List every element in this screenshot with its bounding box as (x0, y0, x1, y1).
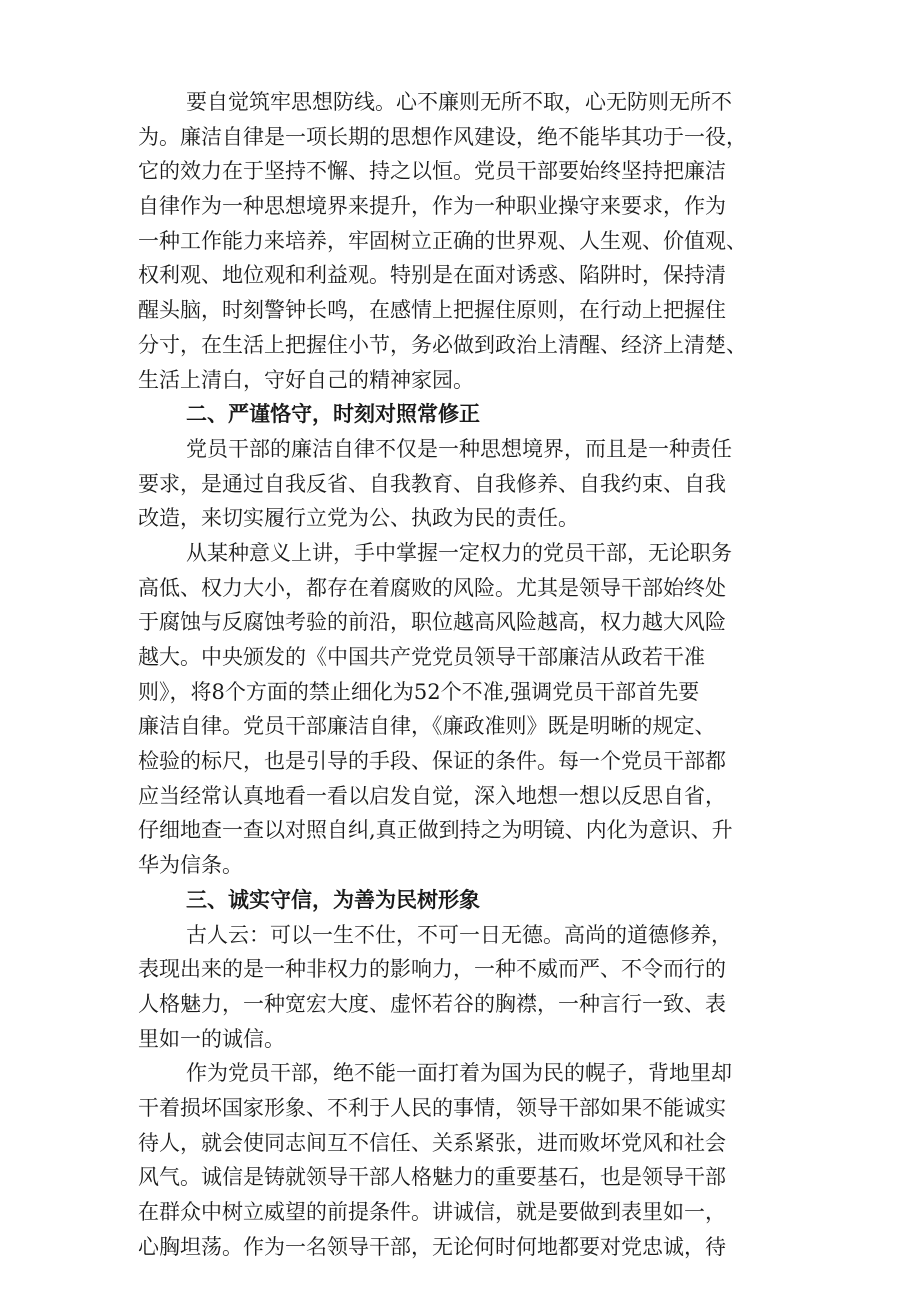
text-line: 里如一的诚信。 (138, 1026, 285, 1051)
text-line: 越大。中央颁发的《中国共产党党员领导干部廉洁从政若干准 (138, 645, 705, 669)
paragraph-virtue (138, 918, 798, 1057)
text-line: 则》，将8个方面的禁止细化为52个不准,强调党员干部首先要 (138, 679, 700, 704)
text-line: 干着损坏国家形象、不利于人民的事情，领导干部如果不能诚实 (138, 1095, 726, 1120)
text-line: 表现出来的是一种非权力的影响力，一种不威而严、不令而行的 (138, 957, 726, 982)
text-line: 权利观、地位观和利益观。特别是在面对诱惑、陷阱时，保持清 (138, 263, 726, 288)
text-line: 作为党员干部，绝不能一面打着为国为民的幌子，背地里却 (186, 1061, 732, 1086)
text-line: 要求，是通过自我反省、自我教育、自我修养、自我约束、自我 (138, 471, 726, 496)
text-line: 风气。诚信是铸就领导干部人格魅力的重要基石，也是领导干部 (138, 1165, 726, 1190)
text-line: 古人云：可以一生不仕，不可一日无德。高尚的道德修养， (186, 922, 732, 947)
text-line: 检验的标尺，也是引导的手段、保证的条件。每一个党员干部都 (138, 749, 726, 774)
text-line: 应当经常认真地看一看以启发自觉，深入地想一想以反思自省， (138, 783, 726, 808)
text-line: 仔细地查一查以对照自纠,真正做到持之为明镜、内化为意识、升 (138, 818, 733, 843)
text-line: 待人，就会使同志间互不信任、关系紧张，进而败坏党风和社会 (138, 1130, 726, 1155)
heading-text: 二、严谨恪守，时刻对照常修正 (186, 402, 480, 427)
paragraph-integrity (138, 1056, 798, 1264)
text-line: 改造，来切实履行立党为公、执政为民的责任。 (138, 506, 579, 531)
text-line: 华为信条。 (138, 853, 243, 878)
text-line: 醒头脑，时刻警钟长鸣，在感情上把握住原则，在行动上把握住 (138, 298, 726, 323)
text-line: 生活上清白，守好自己的精神家园。 (138, 367, 474, 392)
text-line: 自律作为一种思想境界来提升，作为一种职业操守来要求，作为 (138, 194, 726, 219)
text-line: 从某种意义上讲，手中掌握一定权力的党员干部，无论职务 (186, 540, 732, 565)
text-line: 心胸坦荡。作为一名领导干部，无论何时何地都要对党忠诚，待 (138, 1234, 726, 1259)
text-line: 一种工作能力来培养，牢固树立正确的世界观、人生观、价值观、 (138, 228, 747, 253)
text-line: 在群众中树立威望的前提条件。讲诚信，就是要做到表里如一， (138, 1200, 726, 1224)
text-line: 人格魅力，一种宽宏大度、虚怀若谷的胸襟，一种言行一致、表 (138, 991, 726, 1016)
section-heading-2 (138, 397, 798, 432)
text-line: 廉洁自律。党员干部廉洁自律，《廉政准则》既是明晰的规定、 (138, 714, 716, 739)
paragraph-responsibility (138, 432, 798, 536)
paragraph-thought-defense (138, 85, 798, 397)
text-line: 为。廉洁自律是一项长期的思想作风建设，绝不能毕其功于一役， (138, 124, 747, 149)
document-page (138, 85, 798, 1264)
text-line: 于腐蚀与反腐蚀考验的前沿，职位越高风险越高，权力越大风险 (138, 610, 726, 635)
text-line: 高低、权力大小，都存在着腐败的风险。尤其是领导干部始终处 (138, 575, 726, 600)
paragraph-corruption-risk (138, 536, 798, 883)
section-heading-3 (138, 883, 798, 918)
text-line: 要自觉筑牢思想防线。心不廉则无所不取，心无防则无所不 (186, 90, 732, 114)
text-line: 它的效力在于坚持不懈、持之以恒。党员干部要始终坚持把廉洁 (138, 159, 726, 184)
text-line: 分寸，在生活上把握住小节，务必做到政治上清醒、经济上清楚、 (138, 332, 747, 357)
text-line: 党员干部的廉洁自律不仅是一种思想境界，而且是一种责任 (186, 436, 732, 461)
heading-text: 三、诚实守信，为善为民树形象 (186, 887, 480, 912)
